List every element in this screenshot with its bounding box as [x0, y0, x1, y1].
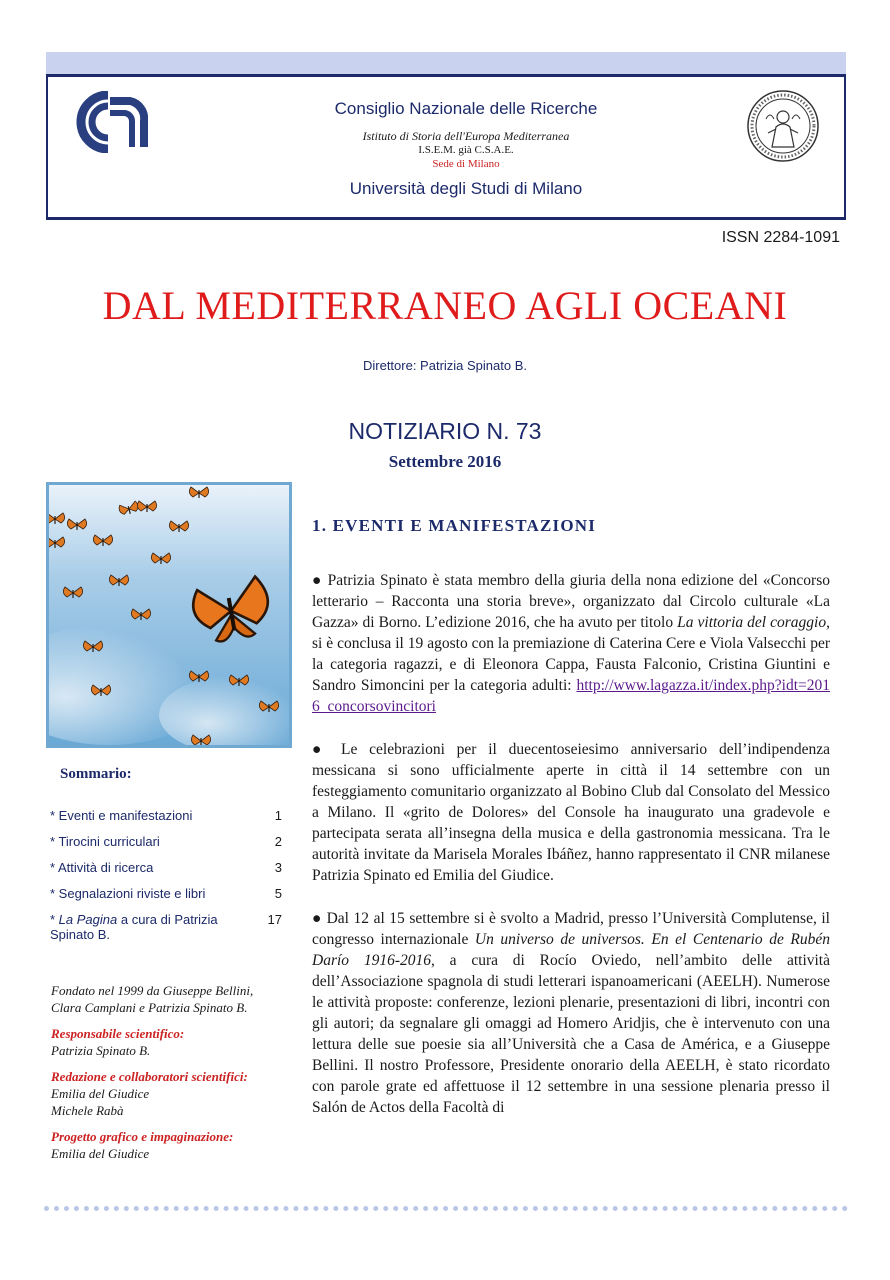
section-heading: 1. EVENTI E MANIFESTAZIONI [312, 516, 597, 535]
summary-title: Sommario: [60, 766, 132, 782]
toc-label: Eventi e manifestazioni [58, 808, 193, 823]
toc-bullet: * [50, 912, 59, 927]
header-text [198, 99, 734, 199]
cnr-title: Consiglio Nazionale delle Ricerche [334, 99, 598, 118]
toc-page: 2 [274, 834, 282, 849]
butterflies-sky-image [46, 482, 292, 748]
p3-text-b: , a cura di Rocío Oviedo, nell’ambito delle attività dell’Associazione spagnola di studi letterari ispanoamericani (AEELH). Numerose le attività proposte: conferenze, lezioni plenarie, presentazioni di libri, incontri con gli autori; da segnalare gli omaggi ad Homero Aridjis, che è intervenuto con una lettura delle sue poesie sia all’Università che a Casa de América, e a Giuseppe Bellini. Il nostro Professore, Presidente onorario della AEELH, è stato ricordato con parole grate ed affettuose il 12 settembre in una sessione plenaria presso il Salón de Actos della Facoltà di [312, 952, 830, 1116]
p1-text-b: , si è conclusa il 19 agosto con la premiazione di Caterina Cere e Viola Valsecchi per la categoria ragazzi, e di Eleonora Cappa, Fausta Falconio, Cristina Giuntini e Sandro Simoncini per la categoria adulti: [312, 614, 830, 694]
sede-line: Sede di Milano [432, 158, 500, 170]
toc-page: 3 [274, 860, 282, 875]
toc-label: a cura di Patrizia Spinato B. [50, 912, 218, 942]
toc-page: 5 [274, 886, 282, 901]
toc-label: Segnalazioni riviste e libri [58, 886, 206, 901]
paragraph-2: ● Le celebrazioni per il duecentoseiesimo anniversario dell’indipendenza messicana si sono ufficialmente aperte in città il 14 settembre con un festeggiamento comunitario organizzato al Bobino Club dal Consolato del Messico a Milano. Il «grito de Dolores» del Console ha inaugurato una gradevole e partecipata serata all’insegna della musica e della gastronomia messicana. Tra le autorità invitate da Marisela Morales Ibáñez, hanno rappresentato il CNR milanese Patrizia Spinato ed Emilia del Giudice. [312, 741, 830, 884]
toc-bullet: * [50, 808, 59, 823]
founded-note: Fondato nel 1999 da Giuseppe Bellini, Clara Camplani e Patrizia Spinato B. [51, 983, 254, 1015]
isem-line: I.S.E.M. già C.S.A.E. [418, 144, 514, 156]
toc-page: 17 [267, 912, 282, 927]
toc-item[interactable] [50, 886, 286, 901]
toc-label: Tirocini curriculari [58, 834, 160, 849]
redazione-value-2: Michele Rabà [51, 1103, 124, 1118]
paragraph-3 [312, 908, 830, 1118]
bottom-divider [44, 1206, 848, 1217]
issue-number: NOTIZIARIO N. 73 [348, 418, 542, 444]
progetto-label: Progetto grafico e impaginazione: [51, 1129, 234, 1144]
cnr-logo-icon [68, 91, 148, 153]
progetto-value: Emilia del Giudice [51, 1146, 150, 1161]
toc-label: Attività di ricerca [57, 860, 154, 875]
paragraph-1 [312, 570, 830, 717]
toc-label-em: La Pagina [58, 912, 118, 927]
table-of-contents [50, 808, 286, 953]
toc-item[interactable] [50, 834, 286, 849]
toc-page: 1 [274, 808, 282, 823]
credits [51, 982, 285, 1162]
top-band [46, 52, 846, 76]
header-box [46, 74, 846, 220]
p3-italic: Un universo de universos. En el Centenario de Rubén Darío 1916-2016 [312, 931, 830, 969]
toc-bullet: * [50, 886, 59, 901]
toc-item[interactable] [50, 860, 286, 875]
toc-item[interactable] [50, 912, 286, 942]
p1-text-a: ● Patrizia Spinato è stata membro della giuria della nona edizione del «Concorso letterario – Racconta una storia breve», organizzato dal Circolo culturale «La Gazza» di Borno. L’edizione 2016, che ha avuto per titolo [312, 572, 830, 631]
toc-bullet: * [50, 860, 58, 875]
issn: ISSN 2284-1091 [721, 229, 840, 246]
butterflies-illustration [49, 485, 289, 745]
university-name: Università degli Studi di Milano [349, 179, 583, 198]
responsabile-value: Patrizia Spinato B. [51, 1043, 151, 1058]
redazione-value-1: Emilia del Giudice [51, 1086, 150, 1101]
university-seal-icon [746, 89, 820, 163]
redazione-label: Redazione e collaboratori scientifici: [51, 1069, 248, 1084]
issue-date: Settembre 2016 [388, 452, 502, 471]
p3-text-a: ● Dal 12 al 15 settembre si è svolto a Madrid, presso l’Università Complutense, il congresso internazionale [312, 910, 830, 948]
institute-name: Istituto di Storia dell'Europa Mediterranea [362, 129, 570, 143]
responsabile-label: Responsabile scientifico: [51, 1026, 185, 1041]
p1-italic: La vittoria del coraggio [677, 614, 827, 631]
toc-item[interactable] [50, 808, 286, 823]
toc-bullet: * [50, 834, 59, 849]
director-line: Direttore: Patrizia Spinato B. [362, 358, 528, 373]
main-column [312, 516, 830, 1140]
lagazza-link[interactable]: http://www.lagazza.it/index.php?idt=2016_concorsovincitori [312, 677, 830, 715]
newsletter-title: DAL MEDITERRANEO AGLI OCEANI [102, 283, 788, 328]
